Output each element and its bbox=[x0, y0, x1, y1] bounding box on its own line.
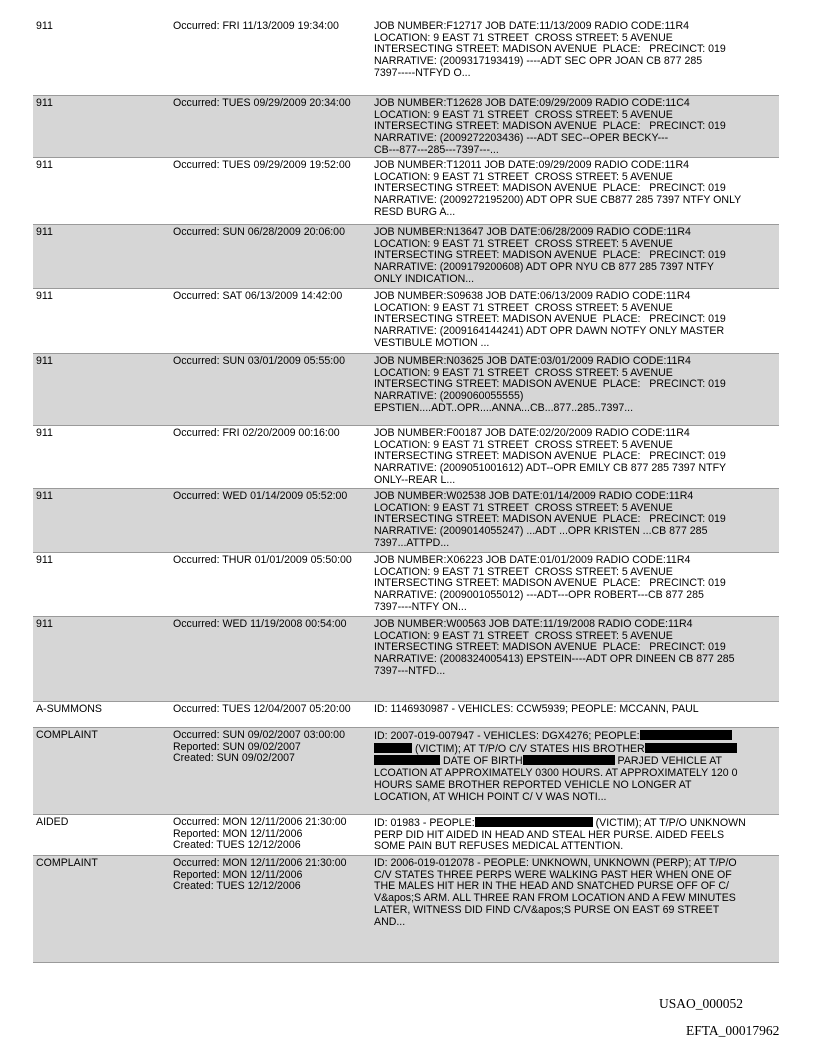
detail-text: JOB NUMBER:S09638 JOB DATE:06/13/2009 RADIO CODE:11R4 LOCATION: 9 EAST 71 STREET CROSS STREET: 5 AVENUE INTERSECTING STREET: MADISON AVENUE PLACE: PRECINCT: 019 NARRATIVE: (2009164144241) ADT OPR DAWN NOTFY ONLY MASTER VESTIBULE MOTION ... bbox=[374, 290, 726, 349]
record-type: AIDED bbox=[36, 816, 69, 828]
record-dates bbox=[173, 291, 378, 303]
occurred-date: Occurred: FRI 02/20/2009 00:16:00 bbox=[173, 427, 340, 439]
record-detail bbox=[374, 21, 776, 80]
redaction-bar bbox=[645, 743, 737, 753]
record-detail bbox=[374, 817, 776, 853]
record-dates bbox=[173, 817, 378, 852]
record-row bbox=[33, 728, 779, 815]
reported-date: Reported: MON 12/11/2006 bbox=[173, 827, 303, 840]
occurred-date: Occurred: TUES 09/29/2009 20:34:00 bbox=[173, 97, 351, 109]
detail-text: ID: 01983 - PEOPLE: bbox=[374, 817, 475, 829]
record-row bbox=[33, 19, 779, 96]
record-detail bbox=[374, 619, 776, 678]
record-row bbox=[33, 426, 779, 489]
detail-text: JOB NUMBER:W00563 JOB DATE:11/19/2008 RADIO CODE:11R4 LOCATION: 9 EAST 71 STREET CROSS STREET: 5 AVENUE INTERSECTING STREET: MADISON AVENUE PLACE: PRECINCT: 019 NARRATIVE: (2008324005413) EPSTEIN----ADT OPR DINEEN CB 877 285 7397---NTFD... bbox=[374, 618, 735, 677]
redaction-bar bbox=[374, 755, 440, 765]
record-detail bbox=[374, 555, 776, 614]
record-detail bbox=[374, 491, 776, 550]
record-detail bbox=[374, 730, 776, 803]
detail-text: JOB NUMBER:F12717 JOB DATE:11/13/2009 RADIO CODE:11R4 LOCATION: 9 EAST 71 STREET CROSS STREET: 5 AVENUE INTERSECTING STREET: MADISON AVENUE PLACE: PRECINCT: 019 NARRATIVE: (2009317193419) ----ADT SEC OPR JOAN CB 877 285 7397-----NTFYD O... bbox=[374, 20, 726, 79]
redaction-bar bbox=[475, 817, 593, 827]
occurred-date: Occurred: TUES 09/29/2009 19:52:00 bbox=[173, 159, 351, 171]
record-type: 911 bbox=[36, 290, 53, 302]
occurred-date: Occurred: THUR 01/01/2009 05:50:00 bbox=[173, 554, 352, 566]
record-type: 911 bbox=[36, 355, 53, 367]
record-dates bbox=[173, 227, 378, 239]
detail-text: JOB NUMBER:F00187 JOB DATE:02/20/2009 RADIO CODE:11R4 LOCATION: 9 EAST 71 STREET CROSS STREET: 5 AVENUE INTERSECTING STREET: MADISON AVENUE PLACE: PRECINCT: 019 NARRATIVE: (2009051001612) ADT--OPR EMILY CB 877 285 7397 NTFY ONLY--REAR L... bbox=[374, 427, 727, 486]
created-date: Created: SUN 09/02/2007 bbox=[173, 752, 295, 765]
record-row bbox=[33, 225, 779, 289]
record-type: 911 bbox=[36, 427, 53, 439]
record-dates bbox=[173, 555, 378, 567]
occurred-date: Occurred: WED 01/14/2009 05:52:00 bbox=[173, 490, 348, 502]
record-row bbox=[33, 354, 779, 426]
record-dates bbox=[173, 98, 378, 110]
record-row bbox=[33, 617, 779, 702]
record-detail bbox=[374, 98, 776, 157]
record-detail bbox=[374, 227, 776, 286]
detail-text: DATE OF BIRTH bbox=[440, 755, 523, 768]
detail-text: JOB NUMBER:W02538 JOB DATE:01/14/2009 RADIO CODE:11R4 LOCATION: 9 EAST 71 STREET CROSS STREET: 5 AVENUE INTERSECTING STREET: MADISON AVENUE PLACE: PRECINCT: 019 NARRATIVE: (2009014055247) ...ADT ...OPR KRISTEN ...CB 877 285 7397...ATTPD... bbox=[374, 490, 726, 549]
record-row bbox=[33, 553, 779, 617]
detail-text: (VICTIM); AT T/P/O UNKNOWN PERP DID HIT AIDED IN HEAD AND STEAL HER PURSE. AIDED FEELS SOME PAIN BUT REFUSES MEDICAL ATTENTION. bbox=[374, 817, 746, 853]
record-row bbox=[33, 856, 779, 963]
occurred-date: Occurred: SUN 06/28/2009 20:06:00 bbox=[173, 226, 345, 238]
record-type: 911 bbox=[36, 159, 53, 171]
detail-text: ID: 2007-019-007947 - VEHICLES: DGX4276; PEOPLE: bbox=[374, 730, 640, 742]
redaction-bar bbox=[523, 755, 615, 765]
created-date: Created: TUES 12/12/2006 bbox=[173, 880, 301, 893]
detail-text: (VICTIM); AT T/P/O C/V STATES HIS BROTHER bbox=[412, 742, 645, 755]
record-row bbox=[33, 815, 779, 856]
record-detail bbox=[374, 160, 776, 219]
record-type: A-SUMMONS bbox=[36, 703, 102, 715]
redaction-bar bbox=[640, 730, 732, 740]
occurred-date: Occurred: MON 12/11/2006 21:30:00 bbox=[173, 857, 347, 869]
record-type: 911 bbox=[36, 20, 53, 32]
record-row bbox=[33, 158, 779, 225]
record-dates bbox=[173, 356, 378, 368]
efta-number: EFTA_00017962 bbox=[686, 1023, 780, 1038]
detail-text: JOB NUMBER:N03625 JOB DATE:03/01/2009 RADIO CODE:11R4 LOCATION: 9 EAST 71 STREET CROSS STREET: 5 AVENUE INTERSECTING STREET: MADISON AVENUE PLACE: PRECINCT: 019 NARRATIVE: (2009060055555) EPSTIEN....ADT..OPR....ANNA...CB...877..285..7397... bbox=[374, 355, 726, 414]
record-type: 911 bbox=[36, 554, 53, 566]
record-dates bbox=[173, 21, 378, 33]
record-dates bbox=[173, 858, 378, 893]
detail-text: ID: 1146930987 - VEHICLES: CCW5939; PEOPLE: MCCANN, PAUL bbox=[374, 703, 699, 715]
record-detail bbox=[374, 704, 776, 716]
detail-text: JOB NUMBER:X06223 JOB DATE:01/01/2009 RADIO CODE:11R4 LOCATION: 9 EAST 71 STREET CROSS STREET: 5 AVENUE INTERSECTING STREET: MADISON AVENUE PLACE: PRECINCT: 019 NARRATIVE: (2009001055012) ---ADT---OPR ROBERT---CB 877 285 7397----NTFY ON... bbox=[374, 554, 726, 613]
record-dates bbox=[173, 619, 378, 631]
record-type: COMPLAINT bbox=[36, 729, 98, 741]
occurred-date: Occurred: MON 12/11/2006 21:30:00 bbox=[173, 816, 347, 828]
record-type: COMPLAINT bbox=[36, 857, 98, 869]
record-type: 911 bbox=[36, 490, 53, 502]
record-dates bbox=[173, 704, 378, 716]
record-dates bbox=[173, 160, 378, 172]
detail-text: PARJED VEHICLE AT LCOATION AT APPROXIMATELY 0300 HOURS. AT APPROXIMATELY 120 0 HOURS SAME BROTHER REPORTED VEHICLE NO LONGER AT LOCATION, AT WHICH POINT C/ V WAS NOTI... bbox=[374, 755, 738, 803]
record-dates bbox=[173, 428, 378, 440]
detail-text: JOB NUMBER:N13647 JOB DATE:06/28/2009 RADIO CODE:11R4 LOCATION: 9 EAST 71 STREET CROSS STREET: 5 AVENUE INTERSECTING STREET: MADISON AVENUE PLACE: PRECINCT: 019 NARRATIVE: (2009179200608) ADT OPR NYU CB 877 285 7397 NTFY ONLY INDICATION... bbox=[374, 226, 726, 285]
reported-date: Reported: MON 12/11/2006 bbox=[173, 868, 303, 881]
occurred-date: Occurred: SUN 03/01/2009 05:55:00 bbox=[173, 355, 345, 367]
occurred-date: Occurred: SAT 06/13/2009 14:42:00 bbox=[173, 290, 343, 302]
record-type: 911 bbox=[36, 226, 53, 238]
record-detail bbox=[374, 356, 776, 415]
record-type: 911 bbox=[36, 97, 53, 109]
record-row bbox=[33, 489, 779, 553]
created-date: Created: TUES 12/12/2006 bbox=[173, 839, 301, 852]
detail-text: ID: 2006-019-012078 - PEOPLE: UNKNOWN, UNKNOWN (PERP); AT T/P/O C/V STATES THREE PERPS WERE WALKING PAST HER WHEN ONE OF THE MALES HIT HER IN THE HEAD AND SNATCHED PURSE OFF OF C/ V&apos;S ARM. ALL THREE RAN FROM LOCATION AND A FEW MINUTES LATER, WITNESS DID FIND C/V&apos;S PURSE ON EAST 69 STREET AND... bbox=[374, 857, 737, 928]
record-type: 911 bbox=[36, 618, 53, 630]
redaction-bar bbox=[374, 743, 412, 753]
record-row bbox=[33, 702, 779, 728]
reported-date: Reported: SUN 09/02/2007 bbox=[173, 740, 301, 753]
record-dates bbox=[173, 730, 378, 765]
occurred-date: Occurred: TUES 12/04/2007 05:20:00 bbox=[173, 703, 351, 715]
record-dates bbox=[173, 491, 378, 503]
occurred-date: Occurred: FRI 11/13/2009 19:34:00 bbox=[173, 20, 339, 32]
bates-number: USAO_000052 bbox=[659, 996, 744, 1011]
detail-text: JOB NUMBER:T12628 JOB DATE:09/29/2009 RADIO CODE:11C4 LOCATION: 9 EAST 71 STREET CROSS STREET: 5 AVENUE INTERSECTING STREET: MADISON AVENUE PLACE: PRECINCT: 019 NARRATIVE: (2009272203436) ---ADT SEC--OPER BECKY--- CB---877---285---7397---... bbox=[374, 97, 726, 156]
record-row bbox=[33, 289, 779, 354]
occurred-date: Occurred: SUN 09/02/2007 03:00:00 bbox=[173, 729, 345, 741]
occurred-date: Occurred: WED 11/19/2008 00:54:00 bbox=[173, 618, 347, 630]
record-detail bbox=[374, 428, 776, 487]
detail-text: JOB NUMBER:T12011 JOB DATE:09/29/2009 RADIO CODE:11R4 LOCATION: 9 EAST 71 STREET CROSS STREET: 5 AVENUE INTERSECTING STREET: MADISON AVENUE PLACE: PRECINCT: 019 NARRATIVE: (2009272195200) ADT OPR SUE CB877 285 7397 NTFY ONLY RESD BURG A... bbox=[374, 159, 742, 218]
record-row bbox=[33, 96, 779, 158]
record-detail bbox=[374, 291, 776, 350]
record-detail bbox=[374, 858, 776, 928]
